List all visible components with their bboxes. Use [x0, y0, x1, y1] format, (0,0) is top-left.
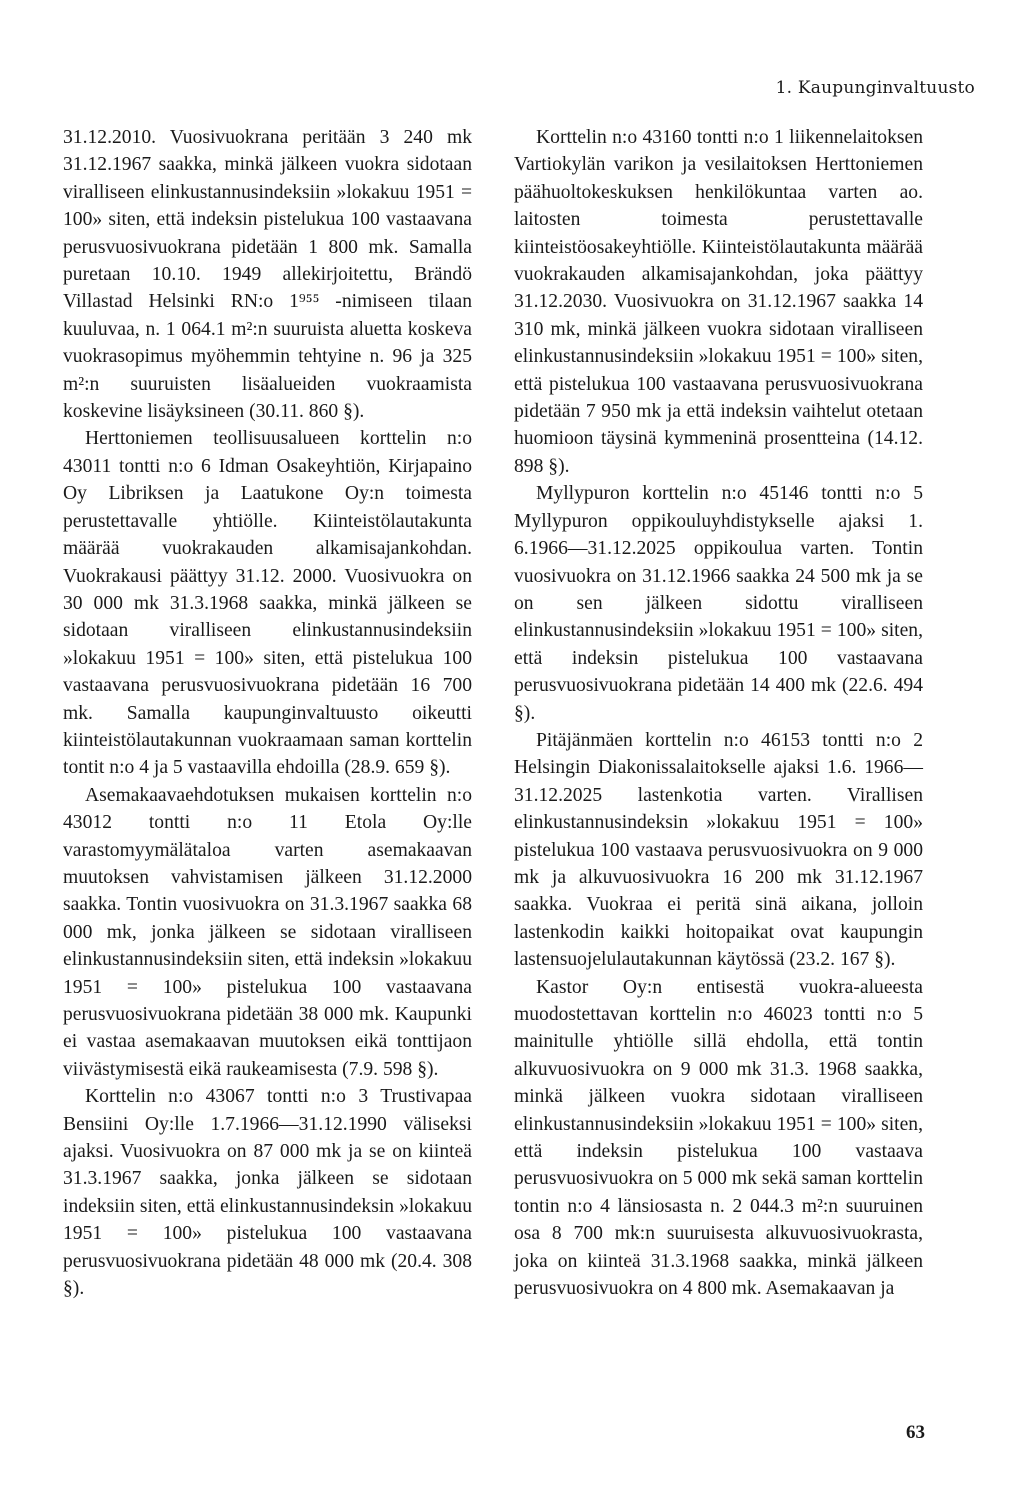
paragraph: Pitäjänmäen korttelin n:o 46153 tontti n:o 2 Helsingin Diakonissalaitokselle ajaksi 1.6. 1966—31.12.2025 lastenkotia varten. Virallisen elinkustannusindeksin »lokakuu 1951 = 100» pistelukua 100 vastaava perusvuosivuokra on 9 000 mk ja alkuvuosivuokra 16 200 mk 31.12.1967 saakka. Vuokraa ei peritä sinä aikana, jolloin lastenkodin kaikki hoitopaikat ovat kaupungin lastensuojelulautakunnan käytössä (23.2. 167 §). — [514, 729, 923, 971]
right-column — [514, 124, 923, 1302]
paragraph: Kastor Oy:n entisestä vuokra-alueesta muodostettavan korttelin n:o 46023 tontti n:o 5 mainitulle yhtiölle sillä ehdolla, että tontin alkuvuosivuokra on 9 000 mk 31.3. 1968 saakka, minkä jälkeen vuokra sidotaan viralliseen elinkustannusindeksiin »lokakuu 1951 = 100» siten, että indeksin pistelukua 100 vastaava perusvuosivuokra on 5 000 mk sekä saman korttelin tontin n:o 4 länsiosasta n. 2 044.3 m²:n suuruinen osa 8 700 mk:n suuruisesta alkuvuosivuokrasta, joka on kiinteä 31.3.1968 saakka, minkä jälkeen perusvuosivuokra on 4 800 mk. Asemakaavan ja — [514, 976, 923, 1300]
left-column — [63, 124, 472, 1302]
paragraph: 31.12.2010. Vuosivuokrana peritään 3 240 mk 31.12.1967 saakka, minkä jälkeen vuokra sidotaan viralliseen elinkustannusindeksiin »lokakuu 1951 = 100» siten, että indeksin pistelukua 100 vastaavana perusvuosivuokrana pidetään 1 800 mk. Samalla puretaan 10.10. 1949 allekirjoitettu, Brändö Villastad Helsinki RN:o 1⁹⁵⁵ -nimiseen tilaan kuuluvaa, n. 1 064.1 m²:n suuruista aluetta koskeva vuokrasopimus myöhemmin tehtyine n. 96 ja 325 m²:n suuruisten lisäalueiden vuokraamista koskevine lisäyksineen (30.11. 860 §). — [63, 127, 472, 423]
paragraph: Myllypuron korttelin n:o 45146 tontti n:o 5 Myllypuron oppikouluyhdistykselle ajaksi 1. 6.1966—31.12.2025 oppikoulua varten. Tontin vuosivuokra on 31.12.1966 saakka 24 500 mk ja se on sen jälkeen sidottu viralliseen elinkustannusindeksiin »lokakuu 1951 = 100» siten, että indeksin pistelukua 100 vastaavana perusvuosivuokrana pidetään 14 400 mk (22.6. 494 §). — [514, 483, 923, 724]
paragraph: Korttelin n:o 43067 tontti n:o 3 Trustivapaa Bensiini Oy:lle 1.7.1966—31.12.1990 väliseksi ajaksi. Vuosivuokra on 87 000 mk ja se on kiinteä 31.3.1967 saakka, jonka jälkeen se sidotaan indeksiin siten, että elinkustannusindeksin »lokakuu 1951 = 100» pistelukua 100 vastaavana perusvuosivuokrana pidetään 48 000 mk (20.4. 308 §). — [63, 1086, 472, 1300]
paragraph: Herttoniemen teollisuusalueen korttelin n:o 43011 tontti n:o 6 Idman Osakeyhtiön, Kirjapaino Oy Libriksen ja Laatukone Oy:n toimesta perustettavalle yhtiölle. Kiinteistölautakunta määrää vuokrakauden alkamisajankohdan. Vuokrakausi päättyy 31.12. 2000. Vuosivuokra on 30 000 mk 31.3.1968 saakka, minkä jälkeen se sidotaan viralliseen elinkustannusindeksiin »lokakuu 1951 = 100» siten, että pistelukua 100 vastaavana perusvuosivuokrana pidetään 16 700 mk. Samalla kaupunginvaltuusto oikeutti kiinteistölautakunnan vuokraamaan saman korttelin tontit n:o 4 ja 5 vastaavilla ehdoilla (28.9. 659 §). — [63, 428, 472, 779]
paragraph: Asemakaavaehdotuksen mukaisen korttelin n:o 43012 tontti n:o 11 Etola Oy:lle varastomyymälätaloa varten asemakaavan muutoksen vahvistamisen jälkeen 31.12.2000 saakka. Tontin vuosivuokra on 31.3.1967 saakka 68 000 mk, jonka jälkeen se sidotaan viralliseen elinkustannusindeksiin siten, että indeksin »lokakuu 1951 = 100» pistelukua 100 vastaavana perusvuosivuokrana pidetään 38 000 mk. Kaupunki ei vastaa asemakaavan muutoksen eikä tonttijaon viivästymisestä eikä raukeamisesta (7.9. 598 §). — [63, 784, 472, 1080]
paragraph: Korttelin n:o 43160 tontti n:o 1 liikennelaitoksen Vartiokylän varikon ja vesilaitoksen Herttoniemen päähuoltokeskuksen henkilökuntaa varten ao. laitosten toimesta perustettavalle kiinteistöosakeyhtiölle. Kiinteistölautakunta määrää vuokrakauden alkamisajankohdan, joka päättyy 31.12.2030. Vuosivuokra on 31.12.1967 saakka 14 310 mk, minkä jälkeen vuokra sidotaan viralliseen elinkustannusindeksiin »lokakuu 1951 = 100» siten, että pistelukua 100 vastaavana perusvuosivuokrana pidetään 7 950 mk ja että indeksin vaihtelut otetaan huomioon täysinä kymmeninä prosentteina (14.12. 898 §). — [514, 127, 923, 477]
section-header: 1. Kaupunginvaltuusto — [775, 78, 975, 98]
page-number: 63 — [906, 1422, 925, 1443]
